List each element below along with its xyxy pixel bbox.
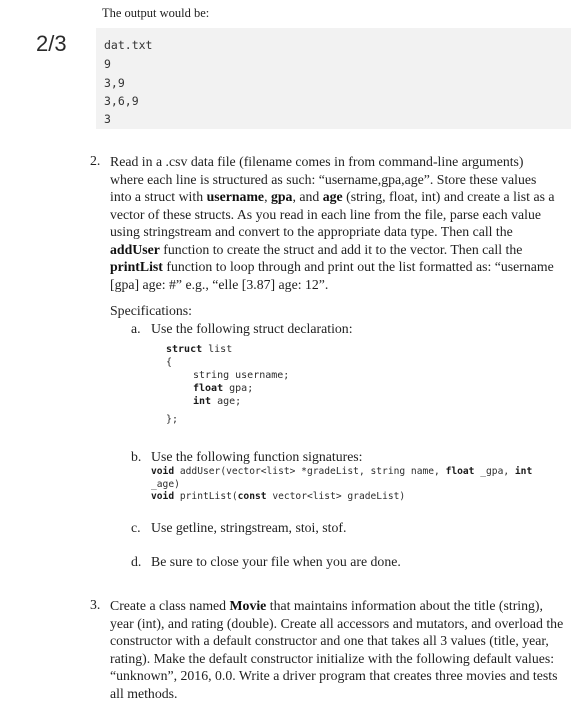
text-run: function to create the struct and add it to the vector. Then call the (159, 241, 523, 257)
spec-d-letter: d. (131, 554, 142, 569)
output-line: 3 (104, 112, 111, 126)
item-2-number: 2. (90, 153, 101, 168)
struct-code-line: int age; (193, 396, 242, 407)
spec-c-letter: c. (131, 520, 141, 535)
item-3-paragraph (110, 597, 568, 702)
text-run: , (264, 189, 271, 204)
text-run: Read in a .csv data file (filename comes in from command-line arguments) where each line is structured as such: “username,gpa,age”. Store these values into a struct with (110, 154, 537, 204)
struct-code-line: { (166, 357, 173, 368)
output-line: 3,6,9 (104, 94, 139, 108)
spec-a-text: Use the following struct declaration: (151, 321, 353, 336)
bold-term: addUser (110, 241, 160, 257)
struct-code-line: string username; (193, 370, 290, 381)
item-2-paragraph (110, 153, 560, 293)
signature-add-user-cont: _age) (151, 479, 180, 490)
item-3-number: 3. (90, 597, 101, 612)
spec-c-text: Use getline, stringstream, stoi, stof. (151, 520, 347, 535)
text-run: , and (292, 189, 323, 204)
output-line: 9 (104, 57, 111, 71)
text-run: that maintains information about the title (string), year (int), and rating (double). Create all accessors and mutators, and overload the constructor with a default constructor and one that takes all 3 values (title, year, rating). Make the default constructor initialize with the following default values: “unknown”, 2016, 0.0. Write a driver program that creates three movies and tests all methods. (110, 598, 564, 701)
output-line: 3,9 (104, 76, 125, 90)
bold-term: Movie (229, 598, 267, 613)
bold-term: username (206, 189, 265, 204)
spec-heading: Specifications: (110, 303, 192, 318)
spec-d-text: Be sure to close your file when you are done. (151, 554, 401, 569)
output-code-block (96, 28, 571, 129)
spec-b-letter: b. (131, 449, 142, 464)
spec-b-text: Use the following function signatures: (151, 449, 363, 464)
struct-code-line: float gpa; (193, 383, 254, 394)
text-run: function to loop through and print out the list formatted as: “username [gpa] age: #” e.g., “elle [3.87] age: 12”. (110, 259, 554, 292)
text-run: Create a class named (110, 598, 230, 613)
bold-term: printList (110, 259, 163, 274)
signature-print-list: void printList(const vector<list> gradeList) (151, 491, 406, 502)
bold-term: gpa (270, 189, 293, 204)
struct-code-line: struct list (166, 344, 233, 355)
output-line: dat.txt (104, 38, 153, 52)
output-label: The output would be: (102, 6, 210, 20)
signature-add-user: void addUser(vector<list> *gradeList, string name, float _gpa, int (151, 466, 533, 477)
bold-term: age (322, 189, 343, 204)
text-run: (string, float, int) and create a list as a vector of these structs. As you read in each line from the file, parse each value using stringstream and convert to the appropriate data type. Then call the (110, 189, 555, 239)
page-counter: 2/3 (36, 31, 67, 56)
spec-a-letter: a. (131, 321, 141, 336)
struct-code-line: }; (166, 414, 179, 425)
